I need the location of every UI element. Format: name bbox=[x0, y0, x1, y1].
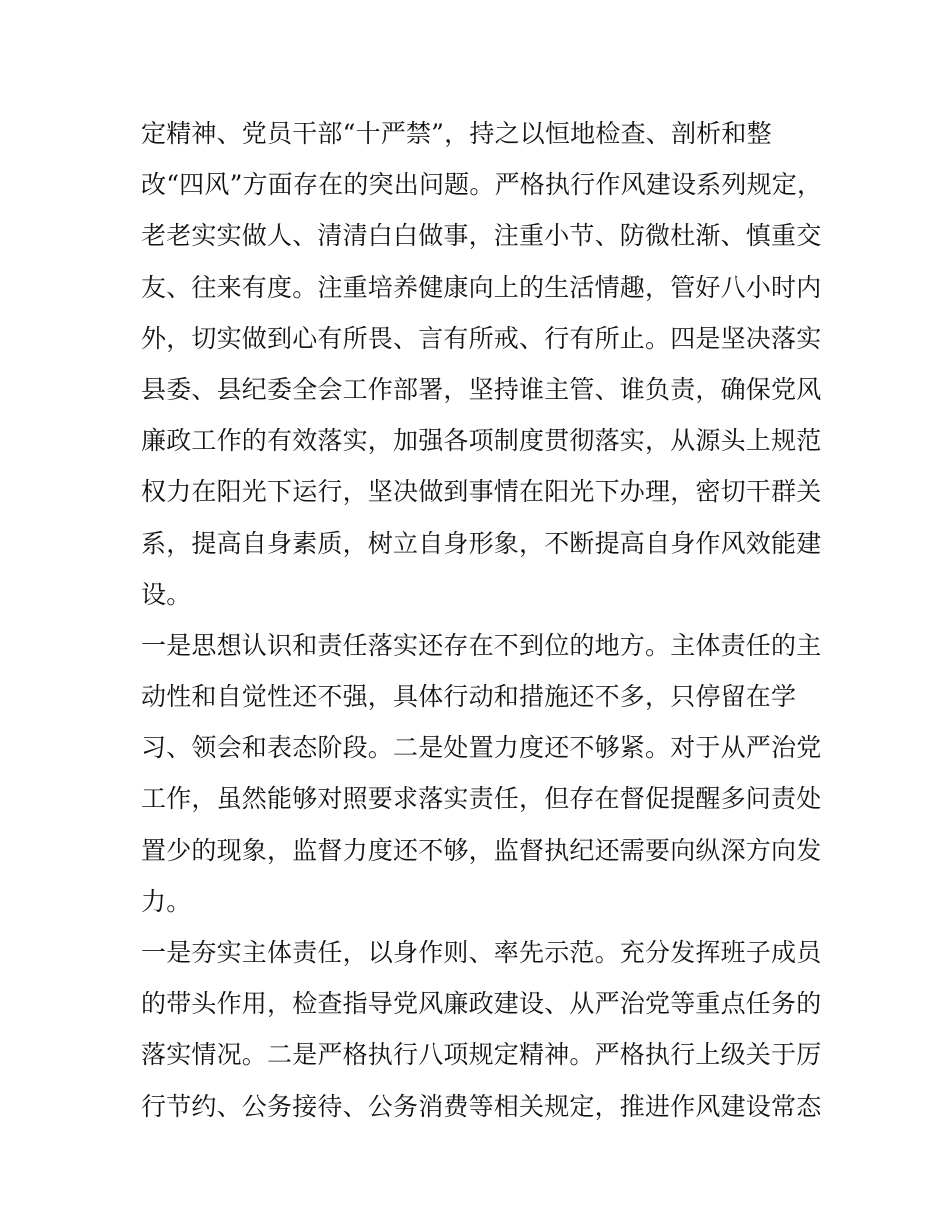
text-line: 的带头作用，检查指导党风廉政建设、从严治党等重点任务的 bbox=[141, 989, 822, 1019]
text-line: 权力在阳光下运行，坚决做到事情在阳光下办理，密切干群关 bbox=[141, 477, 822, 507]
text-line: 一是思想认识和责任落实还存在不到位的地方。主体责任的主 bbox=[141, 630, 822, 660]
text-line: 落实情况。二是严格执行八项规定精神。严格执行上级关于厉 bbox=[141, 1040, 822, 1070]
text-line: 行节约、公务接待、公务消费等相关规定，推进作风建设常态 bbox=[141, 1091, 822, 1121]
text-line: 动性和自觉性还不强，具体行动和措施还不多，只停留在学 bbox=[141, 682, 797, 712]
text-line: 习、领会和表态阶段。二是处置力度还不够紧。对于从严治党 bbox=[141, 733, 822, 763]
text-line: 廉政工作的有效落实，加强各项制度贯彻落实，从源头上规范 bbox=[141, 426, 822, 456]
text-line: 友、往来有度。注重培养健康向上的生活情趣，管好八小时内 bbox=[141, 272, 822, 302]
text-line: 外，切实做到心有所畏、言有所戒、行有所止。四是坚决落实 bbox=[141, 323, 822, 353]
text-line: 置少的现象，监督力度还不够，监督执纪还需要向纵深方向发 bbox=[141, 835, 822, 865]
body-text bbox=[141, 108, 821, 1132]
text-line: 力。 bbox=[141, 886, 192, 916]
text-line: 工作，虽然能够对照要求落实责任，但存在督促提醒多问责处 bbox=[141, 784, 822, 814]
text-line: 定精神、党员干部“十严禁”，持之以恒地检查、剖析和整 bbox=[141, 119, 772, 148]
text-line: 设。 bbox=[141, 579, 192, 609]
text-line: 改“四风”方面存在的突出问题。严格执行作风建设系列规定， bbox=[141, 170, 823, 200]
text-line: 一是夯实主体责任，以身作则、率先示范。充分发挥班子成员 bbox=[141, 938, 822, 967]
text-line: 老老实实做人、清清白白做事，注重小节、防微杜渐、慎重交 bbox=[141, 221, 822, 251]
text-line: 系，提高自身素质，树立自身形象，不断提高自身作风效能建 bbox=[141, 528, 822, 558]
text-line: 县委、县纪委全会工作部署，坚持谁主管、谁负责，确保党风 bbox=[141, 374, 822, 404]
